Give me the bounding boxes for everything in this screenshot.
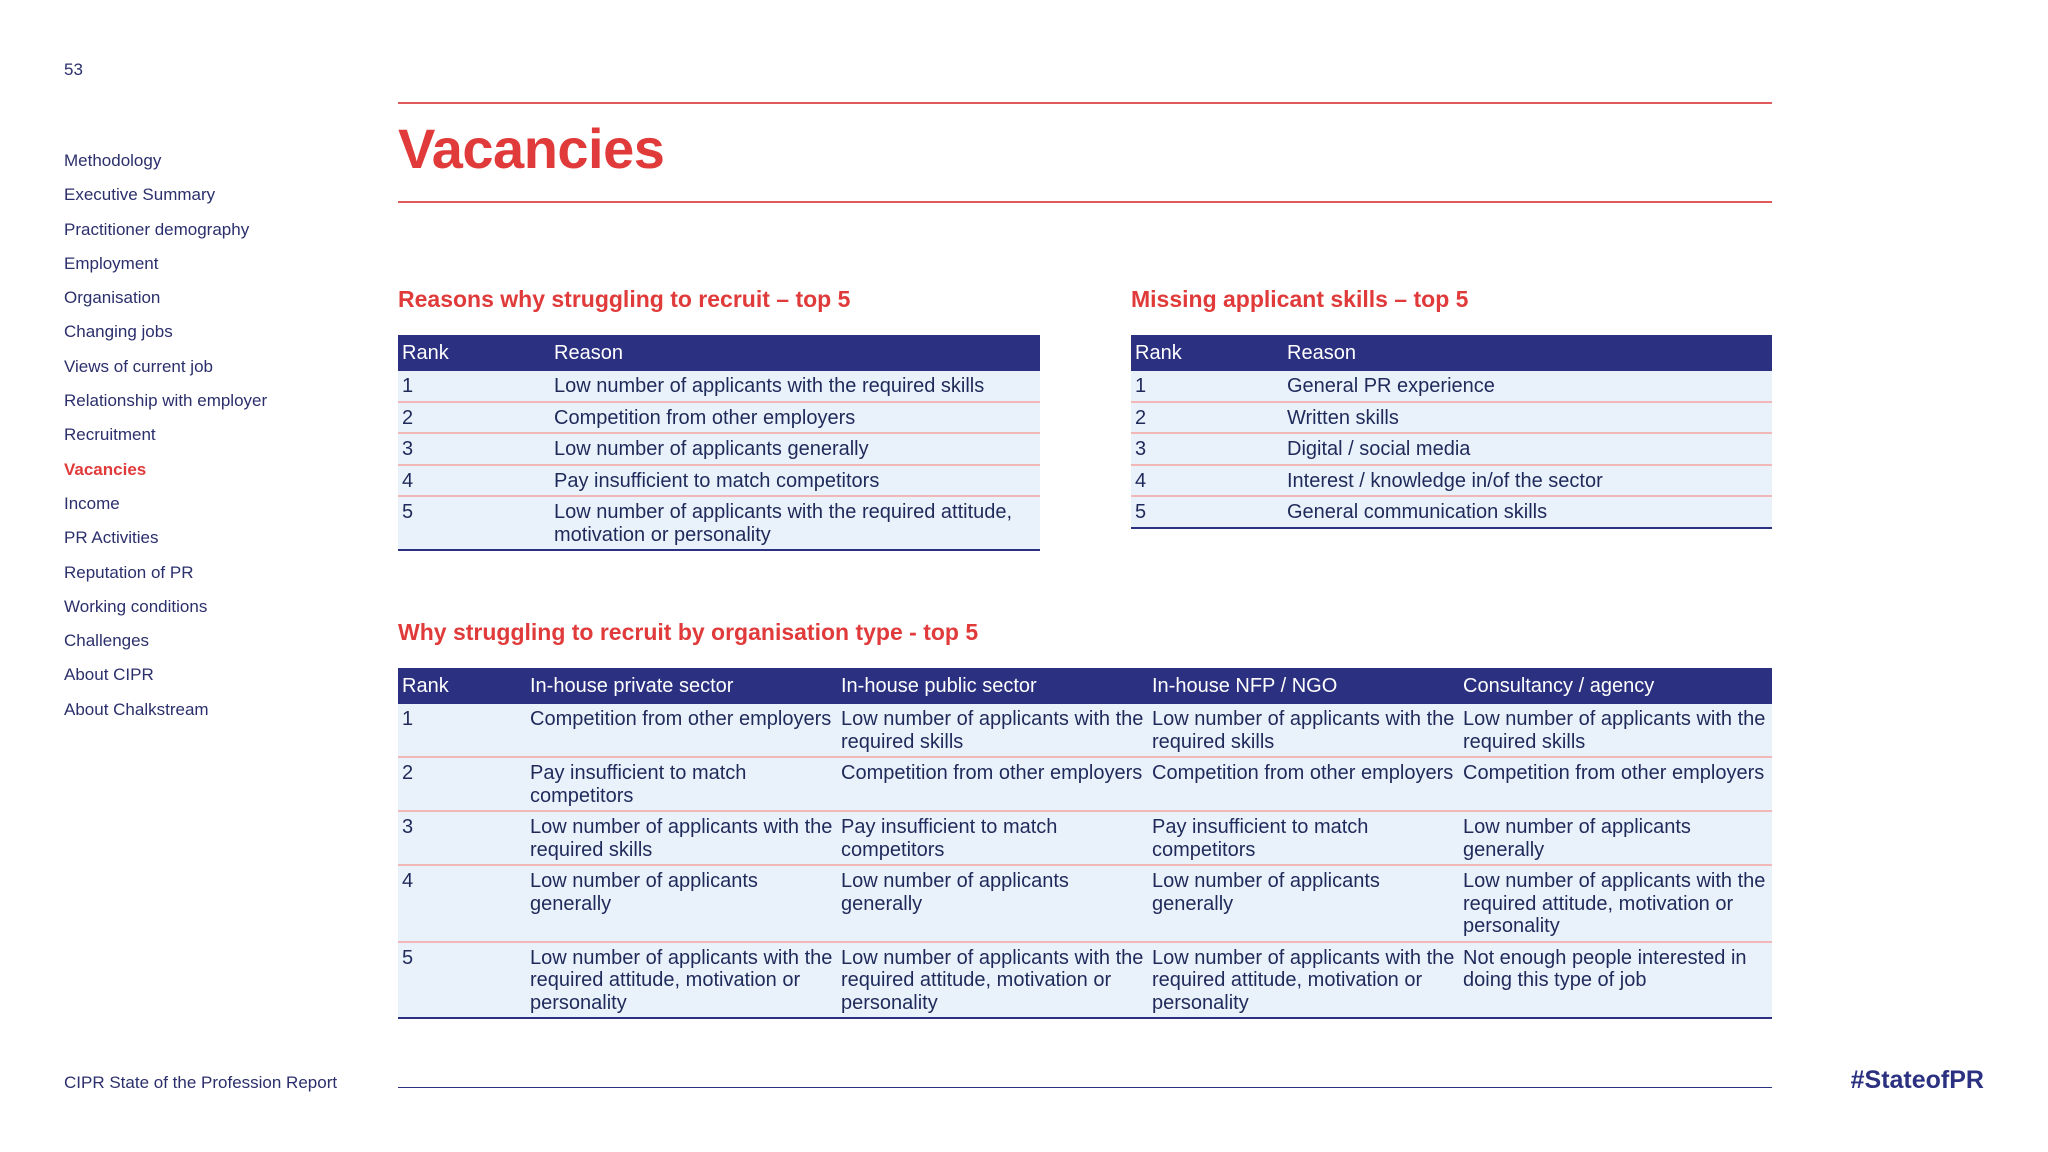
nfp-ngo-cell: Low number of applicants with the required skills xyxy=(1148,704,1459,757)
table-row xyxy=(398,402,1040,434)
rank-cell: 2 xyxy=(398,402,550,434)
skills-table xyxy=(1131,335,1772,529)
rank-cell: 5 xyxy=(1131,496,1283,528)
skill-cell: General PR experience xyxy=(1283,371,1772,402)
skills-header-rank: Rank xyxy=(1131,335,1283,371)
nfp-ngo-cell: Pay insufficient to match competitors xyxy=(1148,811,1459,865)
sidebar-item-changing-jobs[interactable]: Changing jobs xyxy=(64,322,173,342)
hashtag: #StateofPR xyxy=(1850,1066,1984,1094)
public-sector-cell: Pay insufficient to match competitors xyxy=(837,811,1148,865)
public-sector-cell: Low number of applicants with the required attitude, motivation or personality xyxy=(837,942,1148,1019)
sidebar-item-about-chalkstream[interactable]: About Chalkstream xyxy=(64,699,209,719)
table-row xyxy=(1131,433,1772,465)
rank-cell: 4 xyxy=(1131,465,1283,497)
by-org-header-private: In-house private sector xyxy=(526,668,837,704)
sidebar-item-challenges[interactable]: Challenges xyxy=(64,631,150,651)
private-sector-cell: Competition from other employers xyxy=(526,704,837,757)
nfp-ngo-cell: Low number of applicants generally xyxy=(1148,865,1459,942)
page-number: 53 xyxy=(64,60,83,79)
public-sector-cell: Low number of applicants generally xyxy=(837,865,1148,942)
reasons-header-rank: Rank xyxy=(398,335,550,371)
consultancy-cell: Low number of applicants with the required skills xyxy=(1459,704,1772,757)
sidebar-item-working-conditions[interactable]: Working conditions xyxy=(64,596,208,616)
public-sector-cell: Competition from other employers xyxy=(837,757,1148,811)
table-row xyxy=(398,704,1772,757)
sidebar-item-pr-activities[interactable]: PR Activities xyxy=(64,528,159,548)
table-row xyxy=(398,371,1040,402)
rank-cell: 1 xyxy=(398,704,526,757)
rank-cell: 3 xyxy=(398,433,550,465)
reason-cell: Low number of applicants with the required attitude, motivation or personality xyxy=(550,496,1040,550)
sidebar-item-vacancies[interactable]: Vacancies xyxy=(64,459,147,479)
reasons-heading: Reasons why struggling to recruit – top 5 xyxy=(398,286,851,312)
reason-cell: Low number of applicants with the required skills xyxy=(550,371,1040,402)
consultancy-cell: Low number of applicants with the required attitude, motivation or personality xyxy=(1459,865,1772,942)
sidebar-item-views-of-current-job[interactable]: Views of current job xyxy=(64,356,213,376)
sidebar-item-methodology[interactable]: Methodology xyxy=(64,151,162,170)
reason-cell: Competition from other employers xyxy=(550,402,1040,434)
reasons-table xyxy=(398,335,1040,551)
skills-heading: Missing applicant skills – top 5 xyxy=(1131,286,1469,312)
by-org-heading: Why struggling to recruit by organisation type - top 5 xyxy=(398,619,979,645)
rank-cell: 4 xyxy=(398,465,550,497)
table-row xyxy=(398,865,1772,942)
table-row xyxy=(1131,371,1772,402)
sidebar-item-relationship-with-employer[interactable]: Relationship with employer xyxy=(64,391,268,411)
by-org-header-public: In-house public sector xyxy=(837,668,1148,704)
consultancy-cell: Competition from other employers xyxy=(1459,757,1772,811)
table-row xyxy=(398,757,1772,811)
by-org-header-rank: Rank xyxy=(398,668,526,704)
rank-cell: 5 xyxy=(398,496,550,550)
skill-cell: General communication skills xyxy=(1283,496,1772,528)
rank-cell: 4 xyxy=(398,865,526,942)
rank-cell: 2 xyxy=(1131,402,1283,434)
private-sector-cell: Pay insufficient to match competitors xyxy=(526,757,837,811)
title-bottom-rule xyxy=(398,201,1772,203)
sidebar-item-employment[interactable]: Employment xyxy=(64,253,159,273)
skill-cell: Interest / knowledge in/of the sector xyxy=(1283,465,1772,497)
rank-cell: 1 xyxy=(1131,371,1283,402)
consultancy-cell: Low number of applicants generally xyxy=(1459,811,1772,865)
report-name: CIPR State of the Profession Report xyxy=(64,1073,338,1092)
private-sector-cell: Low number of applicants generally xyxy=(526,865,837,942)
sidebar-item-organisation[interactable]: Organisation xyxy=(64,288,161,308)
table-row xyxy=(398,811,1772,865)
skill-cell: Written skills xyxy=(1283,402,1772,434)
sidebar-item-about-cipr[interactable]: About CIPR xyxy=(64,665,154,685)
skill-cell: Digital / social media xyxy=(1283,433,1772,465)
rank-cell: 1 xyxy=(398,371,550,402)
consultancy-cell: Not enough people interested in doing this type of job xyxy=(1459,942,1772,1019)
nfp-ngo-cell: Low number of applicants with the required attitude, motivation or personality xyxy=(1148,942,1459,1019)
sidebar-item-reputation-of-pr[interactable]: Reputation of PR xyxy=(64,562,194,582)
sidebar-item-recruitment[interactable]: Recruitment xyxy=(64,425,156,445)
by-org-table xyxy=(398,668,1772,1019)
page-title: Vacancies xyxy=(398,117,665,180)
sidebar-item-income[interactable]: Income xyxy=(64,493,120,513)
rank-cell: 5 xyxy=(398,942,526,1019)
table-row xyxy=(398,942,1772,1019)
table-row xyxy=(1131,465,1772,497)
nfp-ngo-cell: Competition from other employers xyxy=(1148,757,1459,811)
sidebar-item-practitioner-demography[interactable]: Practitioner demography xyxy=(64,219,250,239)
public-sector-cell: Low number of applicants with the required skills xyxy=(837,704,1148,757)
skills-header-reason: Reason xyxy=(1283,335,1772,371)
table-row xyxy=(1131,402,1772,434)
rank-cell: 2 xyxy=(398,757,526,811)
rank-cell: 3 xyxy=(398,811,526,865)
table-row xyxy=(398,465,1040,497)
reasons-header-reason: Reason xyxy=(550,335,1040,371)
title-top-rule xyxy=(398,102,1772,104)
footer-rule xyxy=(398,1087,1772,1088)
sidebar-nav xyxy=(64,144,364,727)
rank-cell: 3 xyxy=(1131,433,1283,465)
reason-cell: Pay insufficient to match competitors xyxy=(550,465,1040,497)
by-org-header-consultancy: Consultancy / agency xyxy=(1459,668,1772,704)
reason-cell: Low number of applicants generally xyxy=(550,433,1040,465)
table-row xyxy=(398,433,1040,465)
private-sector-cell: Low number of applicants with the required skills xyxy=(526,811,837,865)
table-row xyxy=(1131,496,1772,528)
table-row xyxy=(398,496,1040,550)
private-sector-cell: Low number of applicants with the required attitude, motivation or personality xyxy=(526,942,837,1019)
sidebar-item-executive-summary[interactable]: Executive Summary xyxy=(64,185,216,205)
by-org-header-nfp: In-house NFP / NGO xyxy=(1148,668,1459,704)
